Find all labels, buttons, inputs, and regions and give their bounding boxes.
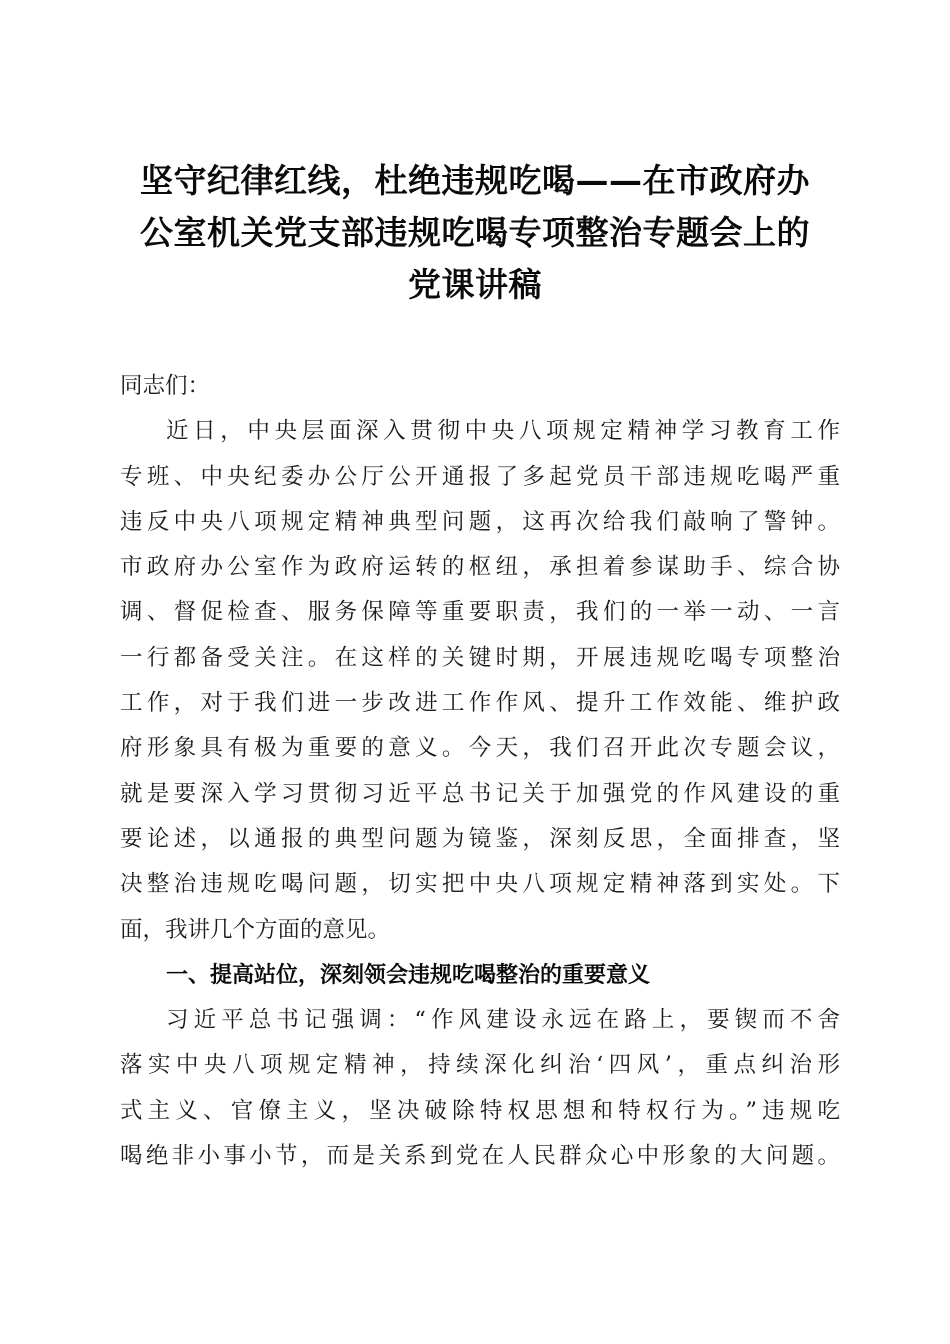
paragraph-intro [120, 409, 840, 953]
paragraph-line: 决整治违规吃喝问题，切实把中央八项规定精神落到实处。下 [120, 871, 840, 898]
title-line: 党课讲稿 [408, 265, 542, 304]
title-line: 坚守纪律红线，杜绝违规吃喝——在市政府办 [140, 161, 810, 200]
title-line: 公室机关党支部违规吃喝专项整治专题会上的 [140, 213, 810, 252]
paragraph-line: 习近平总书记强调：“作风建设永远在路上，要锲而不舍 [166, 1007, 840, 1034]
paragraph-line: 就是要深入学习贯彻习近平总书记关于加强党的作风建设的重 [120, 780, 840, 807]
paragraph-line: 市政府办公室作为政府运转的枢纽，承担着参谋助手、综合协 [120, 554, 840, 581]
paragraph-line: 喝绝非小事小节，而是关系到党在人民群众心中形象的大问题。 [120, 1143, 840, 1170]
paragraph-line: 落实中央八项规定精神，持续深化纠治‘四风’，重点纠治形 [120, 1052, 840, 1079]
salutation: 同志们： [120, 373, 211, 399]
document-body [120, 364, 840, 1179]
paragraph-section1 [120, 998, 840, 1179]
paragraph-line: 调、督促检查、服务保障等重要职责，我们的一举一动、一言 [120, 599, 840, 626]
paragraph-line: 近日，中央层面深入贯彻中央八项规定精神学习教育工作 [166, 418, 840, 445]
paragraph-line: 府形象具有极为重要的意义。今天，我们召开此次专题会议， [120, 735, 840, 762]
section-heading: 一、提高站位，深刻领会违规吃喝整治的重要意义 [166, 962, 651, 988]
paragraph-line: 一行都备受关注。在这样的关键时期，开展违规吃喝专项整治 [120, 644, 840, 671]
paragraph-line: 式主义、官僚主义，坚决破除特权思想和特权行为。”违规吃 [120, 1097, 840, 1124]
paragraph-line: 专班、中央纪委办公厅公开通报了多起党员干部违规吃喝严重 [120, 463, 840, 490]
paragraph-line: 要论述，以通报的典型问题为镜鉴，深刻反思，全面排查，坚 [120, 825, 840, 852]
document-title [110, 155, 840, 311]
paragraph-line: 工作，对于我们进一步改进工作作风、提升工作效能、维护政 [120, 690, 840, 717]
paragraph-line: 违反中央八项规定精神典型问题，这再次给我们敲响了警钟。 [120, 508, 840, 535]
paragraph-line: 面，我讲几个方面的意见。 [120, 916, 391, 943]
